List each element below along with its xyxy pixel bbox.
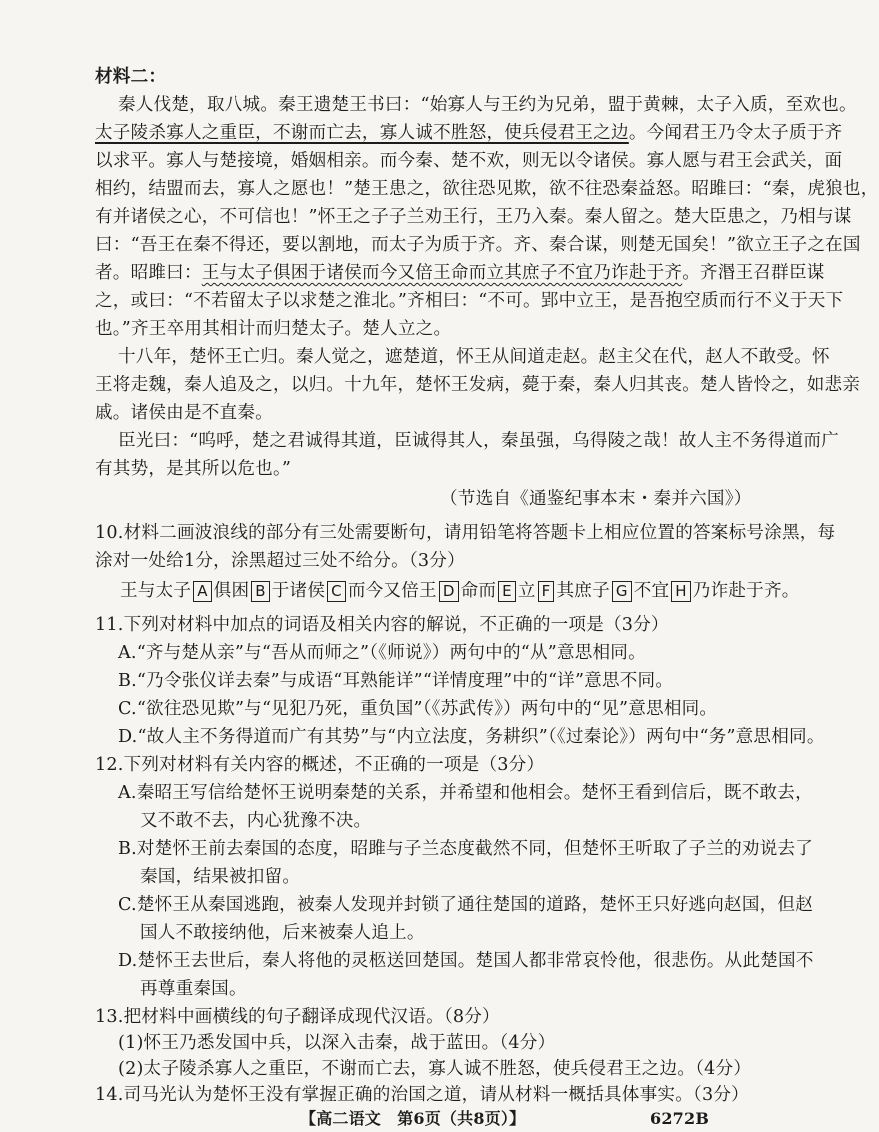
passage-line — [95, 120, 842, 146]
underlined-sentence: 太子陵杀寡人之重臣，不谢而亡去，寡人诚不胜怒，使兵侵君王之边 — [95, 123, 629, 143]
sentence-segment: 俱困 — [213, 581, 250, 601]
passage-line: 十八年，楚怀王亡归。秦人觉之，遮楚道，怀王从间道走赵。赵主父在代，赵人不敢受。怀 — [118, 347, 830, 367]
question-11-option-c: C.“欲往恐见欺”与“见犯乃死，重负国”（《苏武传》）两句中的“见”意思相同。 — [118, 699, 718, 719]
question-12-option-d: D.楚怀王去世后，秦人将他的灵柩送回楚国。楚国人都非常哀怜他，很悲伤。从此楚国不 — [118, 951, 814, 971]
question-12-stem: 12.下列对材料有关内容的概述，不正确的一项是（3分） — [95, 755, 545, 775]
sentence-segment: 乃诈赴于齐。 — [692, 581, 800, 601]
passage-line: 有其势，是其所以危也。” — [95, 459, 292, 479]
question-12-option-d-cont: 再尊重秦国。 — [140, 979, 247, 999]
sentence-segment: 命而 — [460, 581, 497, 601]
passage-line: 臣光曰：“呜呼，楚之君诚得其道，臣诚得其人，秦虽强，乌得陵之哉！故人主不务得道而广 — [118, 431, 839, 451]
option-box-g[interactable]: G — [612, 581, 632, 602]
source-citation: （节选自《通鉴纪事本末・秦并六国》） — [440, 489, 752, 509]
option-box-c[interactable]: C — [327, 581, 346, 602]
option-box-d[interactable]: D — [439, 581, 459, 602]
paper-code: 6272B — [650, 1109, 710, 1128]
question-12-option-c-cont: 国人不敢接纳他，后来被秦人追上。 — [140, 923, 425, 943]
option-box-b[interactable]: B — [251, 581, 270, 602]
question-11-option-b: B.“乃令张仪详去秦”与成语“耳熟能详”“详情度理”中的“详”意思不同。 — [118, 671, 674, 691]
passage-line: 相约，结盟而去，寡人之愿也！”楚王患之，欲往恐见欺，欲不往恐秦益怒。昭雎曰：“秦，虎狼也， — [95, 179, 879, 199]
option-box-e[interactable]: E — [498, 581, 516, 602]
question-12-option-b-cont: 秦国，结果被扣留。 — [140, 867, 301, 887]
question-12-option-c: C.楚怀王从秦国逃跑，被秦人发现并封锁了通往楚国的道路，楚怀王只好逃向赵国，但赵 — [118, 895, 813, 915]
passage-text: 者。昭雎曰： — [95, 263, 202, 283]
passage-text: 。今闻君王乃令太子质于齐 — [628, 123, 843, 143]
passage-line: 以求平。寡人与楚接境，婚姻相亲。而今秦、楚不欢，则无以令诸侯。寡人愿与君王会武关，面 — [95, 151, 843, 171]
option-box-a[interactable]: A — [193, 581, 211, 602]
question-11-stem: 11.下列对材料中加点的词语及相关内容的解说，不正确的一项是（3分） — [95, 615, 669, 635]
page-footer: 【高二语文 第6页（共8页）】 — [300, 1109, 526, 1128]
passage-line: 王将走魏，秦人追及之，以归。十九年，楚怀王发病，薨于秦，秦人归其丧。楚人皆怜之，如悲亲 — [95, 375, 861, 395]
question-12-option-a-cont: 又不敢不去，内心犹豫不决。 — [140, 811, 372, 831]
question-14-stem: 14.司马光认为楚怀王没有掌握正确的治国之道，请从材料一概括具体事实。（3分） — [95, 1085, 749, 1105]
question-11-option-d: D.“故人主不务得道而广有其势”与“内立法度，务耕织”（《过秦论》）两句中“务”意思相同。 — [118, 727, 825, 747]
question-10-sentence — [120, 578, 800, 604]
passage-line: 曰：“吾王在秦不得还，要以割地，而太子为质于齐。齐、秦合谋，则楚无国矣！”欲立王子之在国 — [95, 235, 861, 255]
question-13-sentence-2: (2)太子陵杀寡人之重臣，不谢而亡去，寡人诚不胜怒，使兵侵君王之边。（4分） — [118, 1059, 752, 1079]
option-box-h[interactable]: H — [671, 581, 690, 602]
question-13-stem: 13.把材料中画横线的句子翻译成现代汉语。（8分） — [95, 1007, 500, 1027]
wavy-underlined-sentence: 王与太子俱困于诸侯而今又倍王命而立其庶子不宜乃诈赴于齐 — [201, 263, 683, 283]
option-box-f[interactable]: F — [538, 581, 555, 602]
passage-text: 。齐湣王召群臣谋 — [682, 263, 825, 283]
passage-line: 有并诸侯之心，不可信也！”怀王之子子兰劝王行，王乃入秦。秦人留之。楚大臣患之，乃相与谋 — [95, 207, 852, 227]
passage-line: 也。”齐王卒用其相计而归楚太子。楚人立之。 — [95, 319, 452, 339]
question-10-stem: 10.材料二画波浪线的部分有三处需要断句，请用铅笔将答题卡上相应位置的答案标号涂黑，每 — [95, 523, 836, 543]
question-10-stem-cont: 涂对一处给1分，涂黑超过三处不给分。（3分） — [95, 551, 465, 571]
material-heading: 材料二： — [95, 66, 167, 87]
sentence-segment: 立 — [517, 581, 536, 601]
question-11-option-a: A.“齐与楚从亲”与“吾从而师之”（《师说》）两句中的“从”意思相同。 — [118, 643, 646, 663]
passage-line: 戚。诸侯由是不直秦。 — [95, 403, 273, 423]
question-13-sentence-1: (1)怀王乃悉发国中兵，以深入击秦，战于蓝田。（4分） — [118, 1033, 556, 1053]
passage-line: 秦人伐楚，取八城。秦王遗楚王书曰：“始寡人与王约为兄弟，盟于黄棘，太子入质，至欢也。 — [118, 95, 857, 115]
sentence-segment: 其庶子 — [556, 581, 610, 601]
sentence-segment: 而今又倍王 — [347, 581, 437, 601]
sentence-segment: 不宜 — [633, 581, 670, 601]
sentence-segment: 于诸侯 — [271, 581, 326, 601]
passage-line — [95, 260, 825, 286]
question-12-option-a: A.秦昭王写信给楚怀王说明秦楚的关系，并希望和他相会。楚怀王看到信后，既不敢去， — [118, 783, 813, 803]
question-12-option-b: B.对楚怀王前去秦国的态度，昭雎与子兰态度截然不同，但楚怀王听取了子兰的劝说去了 — [118, 839, 814, 859]
sentence-segment: 王与太子 — [120, 581, 192, 601]
passage-line: 之，或曰：“不若留太子以求楚之淮北。”齐相曰：“不可。郢中立王，是吾抱空质而行不义于天下 — [95, 291, 844, 311]
